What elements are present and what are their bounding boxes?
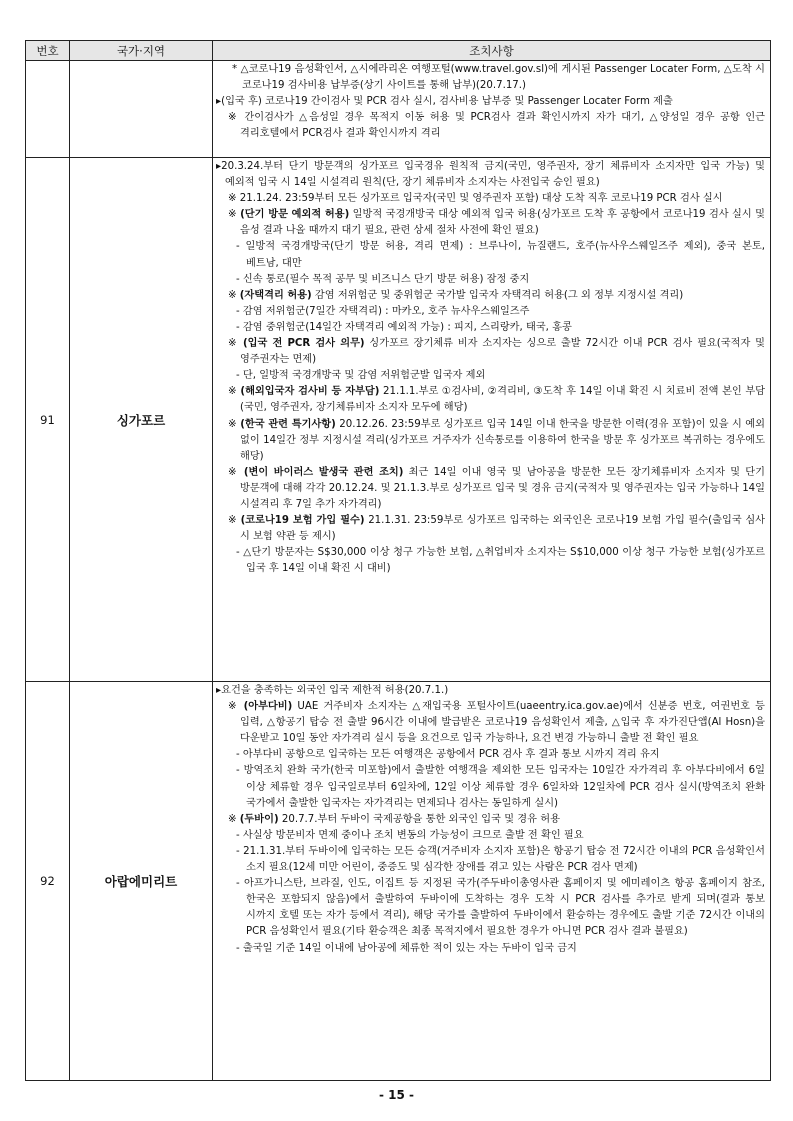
measure-text: - 감염 중위험군(14일간 자택격리 예외적 가능) : 피지, 스리랑카, 태국, 홍콩 — [236, 321, 572, 333]
measure-line — [216, 272, 765, 288]
measure-line — [216, 288, 765, 304]
measure-text: ▸20.3.24.부터 단기 방문객의 싱가포르 입국경유 원칙적 금지(국민, 영주권자, 장기 체류비자 소지자만 입국 가능) 및 예외적 입국 시 14일 시설격리 원칙(단, 장기 체류비자 소지자는 사전입국 승인 필요) — [216, 161, 765, 189]
measure-line — [216, 159, 765, 191]
header-number: 번호 — [26, 41, 70, 61]
row-measures — [213, 61, 771, 158]
row-number: 92 — [26, 682, 70, 1081]
table-row-sierra-leone-continued — [26, 61, 771, 158]
row-region: 아랍에미리트 — [70, 682, 213, 1081]
measure-line — [216, 62, 765, 94]
measure-line — [216, 513, 765, 545]
measure-heading: (한국 관련 특기사항) — [240, 418, 336, 430]
measure-line — [216, 336, 765, 368]
measure-heading: (해외입국자 검사비 등 자부담) — [240, 386, 380, 398]
measure-heading: (변이 바이러스 발생국 관련 조치) — [243, 466, 404, 478]
measure-text: ※ 간이검사가 △음성일 경우 목적지 이동 허용 및 PCR검사 결과 확인시까지 자가 대기, △양성일 경우 공항 인근 격리호텔에서 PCR검사 결과 확인시까지 격리 — [228, 112, 765, 140]
note-marker: ※ — [228, 466, 244, 478]
measure-text: - 아프가니스탄, 브라질, 인도, 이집트 등 지정된 국가(주두바이총영사관 홈페이지 및 에미레이츠 항공 홈페이지 참조, 한국은 포함되지 않음)에서 출발하여 두바이에 도착하는 경우 도착 시 PCR 검사를 추가로 받게 되며(결과 통보 시까지 호텔 또는 자가 등에서 격리), 해당 국가를 출발하여 두바이에서 환승하는 경우에도 출발 기준 72시간 이내의 PCR 음성확인서 필요(기타 환승객은 최종 목적지에서 필요한 경우가 아니면 PCR 검사 결과 불필요) — [236, 878, 765, 938]
row-number: 91 — [26, 158, 70, 682]
note-marker: ※ — [228, 813, 240, 825]
header-region: 국가·지역 — [70, 41, 213, 61]
header-measures: 조치사항 — [213, 41, 771, 61]
measure-text: - 일방적 국경개방국(단기 방문 허용, 격리 면제) : 브루나이, 뉴질랜드, 호주(뉴사우스웨일즈주 제외), 중국 본토, 베트남, 대만 — [236, 241, 765, 269]
measure-text: ▸요건을 충족하는 외국인 입국 제한적 허용(20.7.1.) — [216, 685, 449, 696]
measure-text: - 방역조치 완화 국가(한국 미포함)에서 출발한 여행객을 제외한 모든 입국자는 10일간 자가격리 후 아부다비에서 6일 이상 체류할 경우 입국일로부터 6일차에, 12일 이상 체류할 경우 6일차와 12일차에 PCR 검사 실시(방역조치 완화 국가에서 출발한 입국자는 자가격리는 면제되나 검사는 동일하게 실시) — [236, 765, 765, 809]
measure-line — [216, 207, 765, 239]
measure-text: - 아부다비 공항으로 입국하는 모든 여행객은 공항에서 PCR 검사 후 결과 통보 시까지 격리 유지 — [236, 749, 660, 761]
measure-line — [216, 545, 765, 577]
measure-line — [216, 94, 765, 110]
measure-text: - 21.1.31.부터 두바이에 입국하는 모든 승객(거주비자 소지자 포함)은 항공기 탑승 전 72시간 이내의 PCR 음성확인서 소지 필요(12세 미만 어린이, 중증도 및 심각한 장애를 겪고 있는 사람은 PCR 검사 면제) — [236, 845, 765, 874]
measure-text: * △코로나19 음성확인서, △시에라리온 여행포털(www.travel.gov.sl)에 게시된 Passenger Locater Form, △도착 시 코로나19 검사비용 납부증(상기 사이트를 통해 납부)(20.7.17.) — [232, 64, 765, 92]
measure-text: 일방적 국경개방국 대상 예외적 입국 허용(싱가포르 도착 후 공항에서 코로나19 검사 실시 및 음성 결과 나올 때까지 대기 필요, 관련 상세 절차 사전에 확인 필요) — [240, 209, 765, 237]
measure-line — [216, 747, 765, 763]
measure-text: 21.1.31. 23:59부로 싱가포르 입국하는 외국인은 코로나19 보험 가입 필수(출입국 심사 시 보험 약관 등 제시) — [240, 515, 766, 543]
measure-line — [216, 368, 765, 384]
measure-line — [216, 699, 765, 747]
measure-text: 20.12.26. 23:59부로 싱가포르 입국 14일 이내 한국을 방문한 이력(경유 포함)이 있을 시 예외 없이 14일간 정부 지정시설 격리(싱가포르 거주자가 신속통로를 이용하여 한국을 방문 후 싱가포르 복귀하는 경우에도 해당) — [240, 418, 765, 462]
table-header-row — [26, 41, 771, 61]
measure-text: 21.1.1.부로 ①검사비, ②격리비, ③도착 후 14일 이내 확진 시 치료비 전액 본인 부담(국민, 영주권자, 장기체류비자 소지자 모두에 해당) — [240, 386, 766, 414]
page-number: - 15 - — [378, 1088, 414, 1102]
measure-text: 최근 14일 이내 영국 및 남아공을 방문한 모든 장기체류비자 소지자 및 단기 방문객에 대해 각각 20.12.24. 및 21.1.3.부로 싱가포르 입국 및 경유 금지(국적자 및 영주권자는 입국 가능하나 14일 시설격리 후 7일 추가 자가격리) — [240, 466, 765, 510]
measure-heading: (두바이) — [239, 813, 279, 825]
note-marker: ※ — [228, 515, 241, 527]
measure-heading: (단기 방문 예외적 허용) — [240, 209, 350, 221]
measure-line — [216, 828, 765, 844]
measure-heading: (코로나19 보험 가입 필수) — [240, 515, 365, 527]
row-region: 싱가포르 — [70, 158, 213, 682]
measure-text: - △단기 방문자는 S$30,000 이상 청구 가능한 보험, △취업비자 소지자는 S$10,000 이상 청구 가능한 보험(싱가포르 입국 후 14일 이내 확진 시 대비) — [236, 547, 765, 575]
note-marker: ※ — [228, 338, 243, 350]
measures-table-container — [25, 40, 770, 1081]
measure-line — [216, 844, 765, 876]
measure-text: - 사실상 방문비자 면제 중이나 조치 변동의 가능성이 크므로 출발 전 확인 필요 — [236, 829, 584, 841]
measure-text: - 출국일 기준 14일 이내에 남아공에 체류한 적이 있는 자는 두바이 입국 금지 — [236, 942, 577, 954]
measure-line — [216, 465, 765, 513]
measures-table — [25, 40, 771, 1081]
measure-text: ▸(입국 후) 코로나19 간이검사 및 PCR 검사 실시, 검사비용 납부증 및 Passenger Locater Form 제출 — [216, 96, 673, 108]
measure-line — [216, 812, 765, 828]
measure-line — [216, 304, 765, 320]
measure-line — [216, 320, 765, 336]
measure-text: 감염 저위험군 및 중위험군 국가발 입국자 자택격리 허용(그 외 정부 지정시설 격리) — [311, 289, 684, 301]
measure-heading: (아부다비) — [243, 701, 293, 713]
measure-line — [216, 110, 765, 142]
measure-text: - 감염 저위험군(7일간 자택격리) : 마카오, 호주 뉴사우스웨일즈주 — [236, 305, 530, 317]
measure-heading: (자택격리 허용) — [239, 289, 312, 301]
measure-line — [216, 191, 765, 207]
table-row-singapore — [26, 158, 771, 682]
measure-line — [216, 876, 765, 940]
table-row-uae — [26, 682, 771, 1081]
measure-line — [216, 417, 765, 465]
measure-line — [216, 384, 765, 416]
measure-text: - 신속 통로(필수 목적 공무 및 비즈니스 단기 방문 허용) 잠정 중지 — [236, 273, 530, 285]
note-marker: ※ — [228, 418, 241, 430]
measure-line — [216, 763, 765, 811]
note-marker: ※ — [228, 289, 240, 301]
measure-text: 싱가포르 장기체류 비자 소지자는 싱으로 출발 72시간 이내 PCR 검사 필요(국적자 및 영주권자는 면제) — [240, 338, 765, 366]
measure-text: ※ 21.1.24. 23:59부터 모든 싱가포르 입국자(국민 및 영주권자 포함) 대상 도착 직후 코로나19 PCR 검사 실시 — [228, 193, 723, 205]
note-marker: ※ — [228, 386, 241, 398]
measure-line — [216, 941, 765, 957]
measure-line — [216, 683, 765, 699]
measure-text: 20.7.7.부터 두바이 국제공항을 통한 외국인 입국 및 경유 허용 — [278, 813, 560, 825]
row-number — [26, 61, 70, 158]
measure-heading: (입국 전 PCR 검사 의무) — [242, 338, 365, 350]
note-marker: ※ — [228, 209, 241, 221]
note-marker: ※ — [228, 701, 244, 713]
row-measures — [213, 158, 771, 682]
measure-line — [216, 239, 765, 271]
measure-text: - 단, 일방적 국경개방국 및 감염 저위험군발 입국자 제외 — [236, 370, 486, 382]
measure-text: UAE 거주비자 소지자는 △재입국용 포털사이트(uaeentry.ica.gov.ae)에서 신분증 번호, 여권번호 등 입력, △항공기 탑승 전 출발 96시간 이내에 발급받은 코로나19 음성확인서 제출, △입국 후 자가진단앱(Al Hosn)을 다운받고 10일 동안 자가격리 실시 등을 요건으로 입국 가능하나, 요건 변경 가능하니 출발 전 확인 필요 — [240, 701, 765, 745]
row-region — [70, 61, 213, 158]
row-measures — [213, 682, 771, 1081]
